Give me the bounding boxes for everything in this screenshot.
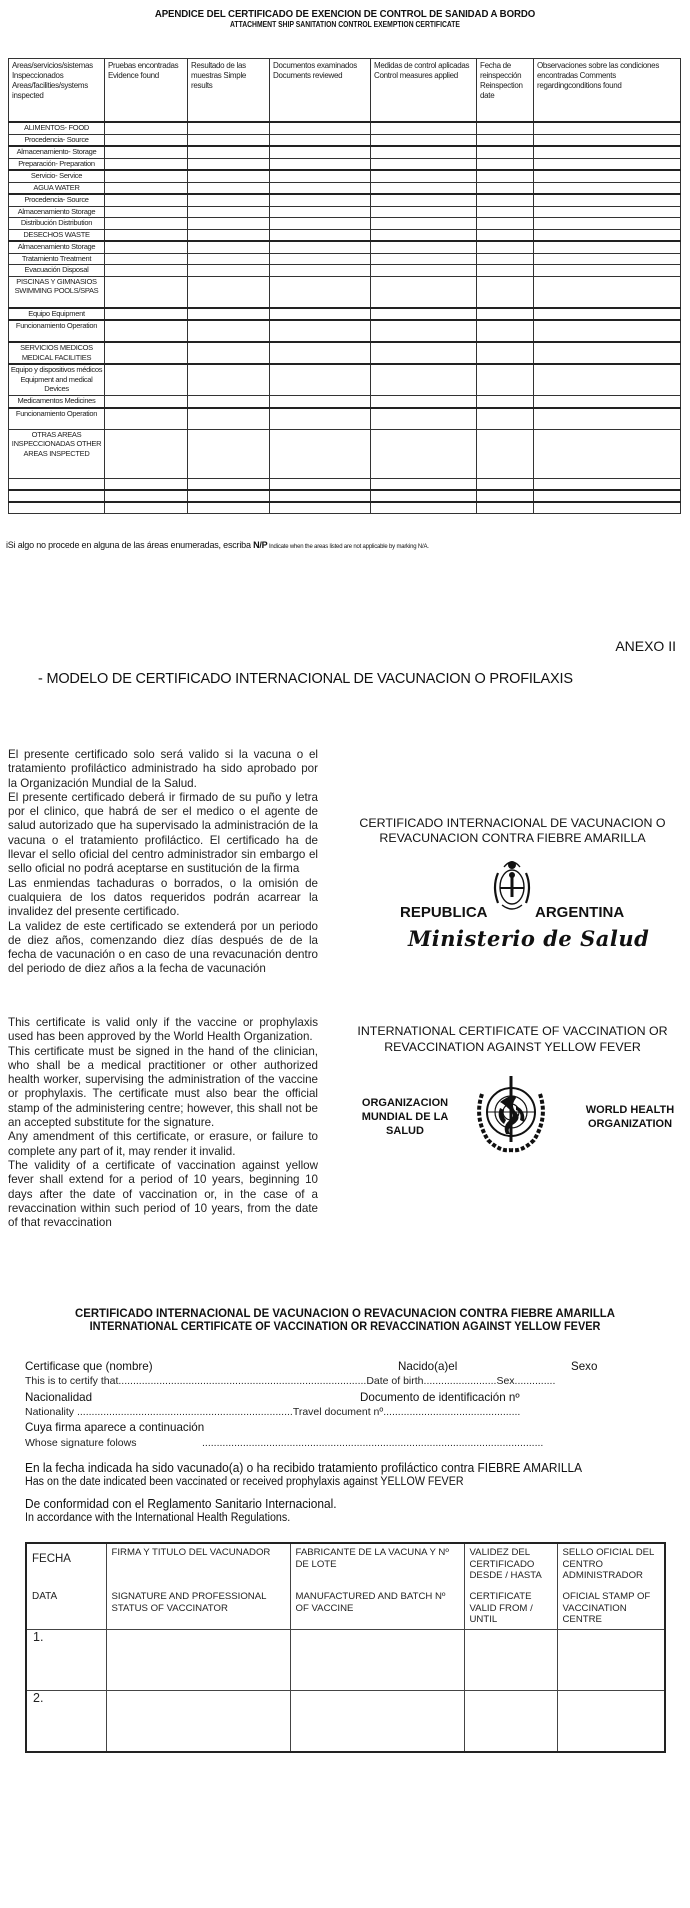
header-spanish: SELLO OFICIAL DEL CENTRO ADMINISTRADOR [562,1547,655,1581]
entry-cell[interactable] [534,478,681,490]
entry-cell[interactable] [105,122,188,134]
cover-title-english: INTERNATIONAL CERTIFICATE OF VACCINATION OR REVACCINATION AGAINST YELLOW FEVER [357,1024,668,1054]
entry-cell[interactable] [371,146,477,158]
stamp-cell[interactable] [557,1691,665,1753]
entry-cell[interactable] [371,265,477,277]
paragraph: The validity of a certificate of vaccination against yellow fever shall extend for a period of 10 years, beginning 10 days after the date of vaccination or, in the case of a revaccination within such period of 10 years, from the date of that revaccination [8,1158,318,1230]
vaccination-statement-english: Has on the date indicated been vaccinated or received prophylaxis against YELLOW FEVER [25,1476,464,1488]
entry-cell[interactable] [534,265,681,277]
entry-cell[interactable] [270,490,371,502]
not-applicable-note [6,540,429,550]
header-spanish: FECHA [32,1553,71,1565]
entry-cell[interactable] [534,320,681,342]
table-row [9,320,681,342]
regulation-statement-english: In accordance with the International Health Regulations. [25,1512,291,1524]
entry-cell[interactable] [105,194,188,206]
table-row [9,146,681,158]
entry-cell[interactable] [371,194,477,206]
table-row [9,265,681,277]
entry-cell[interactable] [270,146,371,158]
manufacturer-cell[interactable] [290,1691,464,1753]
validity-cell[interactable] [464,1630,557,1691]
table-header-row [26,1543,665,1630]
entry-cell[interactable] [534,502,681,514]
entry-cell[interactable] [534,170,681,182]
entry-cell[interactable] [188,396,270,408]
entry-cell[interactable] [270,122,371,134]
entry-cell[interactable] [270,241,371,253]
area-label: Almacenamiento Storage [9,241,105,253]
nationality-field-line[interactable]: Nationality ..........................................................................Travel document nº............................................... [25,1406,521,1418]
column-header-stamp [557,1543,665,1630]
entry-cell[interactable] [188,253,270,265]
entry-cell[interactable] [105,364,188,396]
header-english: OFICIAL STAMP OF VACCINATION CENTRE [562,1591,651,1625]
header-spanish: VALIDEZ DEL CERTIFICADO DESDE / HASTA [469,1547,542,1581]
table-row [9,229,681,241]
entry-cell[interactable] [270,502,371,514]
table-row [9,182,681,194]
area-label: Funcionamiento Operation [9,408,105,430]
entry-cell[interactable] [371,308,477,321]
argentina-coat-of-arms-icon [490,855,534,917]
area-label: Preparación- Preparation [9,158,105,170]
entry-cell[interactable] [270,134,371,146]
entry-cell[interactable] [188,320,270,342]
column-header: Areas/servicios/sistemas Inspeccionados Areas/facilities/systems inspected [9,59,105,123]
area-label: Evacuación Disposal [9,265,105,277]
entry-cell[interactable] [105,490,188,502]
name-field-label: Certificase que (nombre) [25,1360,153,1373]
entry-cell[interactable] [477,218,534,230]
entry-cell[interactable] [270,158,371,170]
entry-cell[interactable] [105,229,188,241]
paragraph: La validez de este certificado se extenderá por un periodo de diez años, comenzando diez días después de de la fecha de vacunación o en caso de una revacunación dentro del periodo de diez años a la fecha de vacunación [8,919,318,976]
entry-cell[interactable] [270,170,371,182]
area-label: Equipo Equipment [9,308,105,321]
area-label: Tratamiento Treatment [9,253,105,265]
column-header-manufacturer [290,1543,464,1630]
area-label: ALIMENTOS- FOOD [9,122,105,134]
entry-cell[interactable] [477,134,534,146]
table-row [9,218,681,230]
entry-cell[interactable] [105,408,188,430]
note-spanish: iSi algo no procede en alguna de las áreas enumeradas, escriba [6,540,254,550]
table-row [9,408,681,430]
entry-cell[interactable] [188,429,270,478]
entry-cell[interactable] [371,158,477,170]
entry-cell[interactable] [188,276,270,308]
table-row [9,429,681,478]
regulation-statement-spanish: De conformidad con el Reglamento Sanitario Internacional. [25,1496,337,1511]
column-header: Fecha de reinspección Reinspection date [477,59,534,123]
entry-cell[interactable] [105,241,188,253]
entry-cell[interactable] [188,502,270,514]
entry-cell[interactable] [477,194,534,206]
entry-cell[interactable] [371,170,477,182]
entry-cell[interactable] [477,276,534,308]
entry-cell[interactable] [534,490,681,502]
entry-cell[interactable] [270,364,371,396]
cover-title-spanish: CERTIFICADO INTERNACIONAL DE VACUNACION O REVACUNACION CONTRA FIEBRE AMARILLA [359,816,666,845]
oms-label: ORGANIZACION MUNDIAL DE LA SALUD [361,1097,449,1137]
spanish-instructions [8,748,318,977]
nationality-label: Nacionalidad [25,1391,93,1404]
entry-cell[interactable] [371,276,477,308]
english-instructions [8,1016,318,1230]
entry-cell[interactable] [188,182,270,194]
entry-cell[interactable] [105,276,188,308]
header-spanish: FABRICANTE DE LA VACUNA Y Nº DE LOTE [295,1547,449,1570]
entry-cell[interactable] [534,253,681,265]
table-row [9,490,681,502]
annex-label: ANEXO II [615,638,676,654]
entry-cell[interactable] [270,253,371,265]
entry-cell[interactable] [477,158,534,170]
entry-cell[interactable] [534,408,681,430]
area-label [9,490,105,502]
entry-cell[interactable] [371,396,477,408]
entry-cell[interactable] [534,122,681,134]
area-label: Almacenamiento Storage [9,206,105,218]
table-row [9,342,681,364]
entry-cell[interactable] [188,478,270,490]
area-label [9,502,105,514]
entry-cell[interactable] [534,146,681,158]
entry-cell[interactable] [105,158,188,170]
paragraph: El presente certificado deberá ir firmado de su puño y letra por el clinico, que habrá de ser el medico o el agente de salud autorizado que ha supervisado la administración de la vacuna o el tratamiento profiláctico. El certificado ha de llevar el sello oficial del centro administrador sin embargo el sello oficial no podrá aceptarse en sustitución de la firma [8,790,318,876]
column-header: Medidas de control aplicadas Control measures applied [371,59,477,123]
entry-cell[interactable] [188,122,270,134]
entry-cell[interactable] [188,265,270,277]
column-header: Observaciones sobre las condiciones encontradas Comments regardingconditions found [534,59,681,123]
entry-cell[interactable] [188,170,270,182]
entry-cell[interactable] [105,320,188,342]
entry-cell[interactable] [534,182,681,194]
entry-cell[interactable] [477,241,534,253]
who-emblem-icon [470,1072,552,1158]
area-label: AGUA WATER [9,182,105,194]
entry-cell[interactable] [477,408,534,430]
column-header-date [26,1543,106,1630]
entry-cell[interactable] [270,265,371,277]
paragraph: Las enmiendas tachaduras o borrados, o la omisión de cualquiera de los datos requeridos podrán acarrear la invalidez del presente certificado. [8,876,318,919]
paragraph: This certificate must be signed in the hand of the clinician, who shall be a medical practitioner or other authorized health worker, supervising the administration of the vaccine or prophylaxis. The certificate must also bear the official stamp of the administering centre; however, this shall not be an accepted substitute for the signature. [8,1044,318,1130]
entry-cell[interactable] [105,253,188,265]
entry-cell[interactable] [477,429,534,478]
entry-cell[interactable] [534,276,681,308]
entry-cell[interactable] [477,502,534,514]
entry-cell[interactable] [371,134,477,146]
area-label: DESECHOS WASTE [9,229,105,241]
entry-cell[interactable] [534,158,681,170]
entry-cell[interactable] [477,396,534,408]
entry-cell[interactable] [270,429,371,478]
entry-cell[interactable] [371,429,477,478]
column-header: Pruebas encontradas Evidence found [105,59,188,123]
area-label: PISCINAS Y GIMNASIOS SWIMMING POOLS/SPAS [9,276,105,308]
republica-label: REPUBLICA [400,904,488,921]
who-label: WORLD HEALTH ORGANIZATION [585,1104,675,1130]
entry-cell[interactable] [477,478,534,490]
table-row [9,308,681,321]
row-number: 1. [26,1630,106,1691]
entry-cell[interactable] [105,265,188,277]
table-row [9,276,681,308]
table-row [9,206,681,218]
entry-cell[interactable] [105,134,188,146]
entry-cell[interactable] [371,206,477,218]
table-row [9,194,681,206]
entry-cell[interactable] [188,490,270,502]
entry-cell[interactable] [371,478,477,490]
entry-cell[interactable] [371,342,477,364]
table-row [9,158,681,170]
signature-cell[interactable] [106,1630,290,1691]
appendix-subtitle: ATTACHMENT SHIP SANITATION CONTROL EXEMPTION CERTIFICATE [230,20,460,29]
certificate-title-english: INTERNATIONAL CERTIFICATE OF VACCINATION OR REVACCINATION AGAINST YELLOW FEVER [89,1321,601,1333]
table-row [9,253,681,265]
table-row [9,241,681,253]
table-row [9,478,681,490]
entry-cell[interactable] [534,429,681,478]
entry-cell[interactable] [270,396,371,408]
entry-cell[interactable] [477,342,534,364]
ministerio-logo-text: Ministerio de Salud [408,926,650,951]
entry-cell[interactable] [371,122,477,134]
entry-cell[interactable] [188,342,270,364]
entry-cell[interactable] [188,134,270,146]
entry-cell[interactable] [371,502,477,514]
entry-cell[interactable] [477,182,534,194]
entry-cell[interactable] [105,478,188,490]
entry-cell[interactable] [477,364,534,396]
signature-cell[interactable] [106,1691,290,1753]
entry-cell[interactable] [270,218,371,230]
header-english: DATA [32,1591,58,1602]
entry-cell[interactable] [534,241,681,253]
entry-cell[interactable] [477,265,534,277]
entry-cell[interactable] [105,146,188,158]
area-label: Funcionamiento Operation [9,320,105,342]
entry-cell[interactable] [105,429,188,478]
entry-cell[interactable] [188,158,270,170]
table-header-row [9,59,681,123]
entry-cell[interactable] [270,276,371,308]
entry-cell[interactable] [270,206,371,218]
entry-cell[interactable] [477,308,534,321]
entry-cell[interactable] [188,408,270,430]
entry-cell[interactable] [477,253,534,265]
entry-cell[interactable] [477,170,534,182]
header-english: CERTIFICATE VALID FROM / UNTIL [469,1591,533,1625]
entry-cell[interactable] [371,320,477,342]
entry-cell[interactable] [188,194,270,206]
entry-cell[interactable] [188,206,270,218]
document-number-label: Documento de identificación nº [360,1391,520,1404]
entry-cell[interactable] [270,408,371,430]
entry-cell[interactable] [371,364,477,396]
entry-cell[interactable] [105,342,188,364]
column-header-validity [464,1543,557,1630]
note-code: N/P [253,540,268,550]
column-header-signature [106,1543,290,1630]
entry-cell[interactable] [188,308,270,321]
table-row [26,1630,665,1691]
entry-cell[interactable] [188,241,270,253]
entry-cell[interactable] [477,229,534,241]
vaccination-table [25,1542,666,1753]
sex-label: Sexo [571,1360,598,1373]
entry-cell[interactable] [188,146,270,158]
entry-cell[interactable] [371,218,477,230]
paragraph: Any amendment of this certificate, or erasure, or failure to complete any part of it, may render it invalid. [8,1130,318,1158]
entry-cell[interactable] [534,194,681,206]
header-spanish: FIRMA Y TITULO DEL VACUNADOR [111,1547,271,1558]
column-header: Resultado de las muestras Simple results [188,59,270,123]
birth-date-label: Nacido(a)el [398,1360,458,1373]
signature-field-line[interactable]: ..................................................................................................................... [202,1437,544,1449]
paragraph: El presente certificado solo será valido si la vacuna o el tratamiento profiláctico administrado ha sido aprobado por la Organización Mundial de la Salud. [8,748,318,790]
entry-cell[interactable] [534,364,681,396]
validity-cell[interactable] [464,1691,557,1753]
row-number: 2. [26,1691,106,1753]
manufacturer-cell[interactable] [290,1630,464,1691]
entry-cell[interactable] [188,364,270,396]
entry-cell[interactable] [105,308,188,321]
header-english: MANUFACTURED AND BATCH Nº OF VACCINE [295,1591,446,1614]
signature-label-english: Whose signature folows [25,1437,137,1449]
area-label: Distribución Distribution [9,218,105,230]
area-label: Procedencia- Source [9,194,105,206]
certificate-title-spanish: CERTIFICADO INTERNACIONAL DE VACUNACION O REVACUNACION CONTRA FIEBRE AMARILLA [74,1306,616,1320]
entry-cell[interactable] [371,408,477,430]
paragraph: This certificate is valid only if the vaccine or prophylaxis used has been approved by the World Health Organization. [8,1016,318,1044]
entry-cell[interactable] [270,229,371,241]
entry-cell[interactable] [477,320,534,342]
entry-cell[interactable] [534,218,681,230]
entry-cell[interactable] [534,229,681,241]
entry-cell[interactable] [188,218,270,230]
table-row [9,502,681,514]
vaccination-statement-spanish: En la fecha indicada ha sido vacunado(a) o ha recibido tratamiento profiláctico contra FIEBRE AMARILLA [25,1460,583,1475]
column-header: Documentos examinados Documents reviewed [270,59,371,123]
entry-cell[interactable] [188,229,270,241]
entry-cell[interactable] [105,502,188,514]
entry-cell[interactable] [270,194,371,206]
entry-cell[interactable] [371,253,477,265]
entry-cell[interactable] [534,308,681,321]
entry-cell[interactable] [270,478,371,490]
entry-cell[interactable] [477,206,534,218]
entry-cell[interactable] [534,342,681,364]
entry-cell[interactable] [371,241,477,253]
table-row [9,396,681,408]
appendix-title: APENDICE DEL CERTIFICADO DE EXENCION DE CONTROL DE SANIDAD A BORDO [154,8,536,20]
entry-cell[interactable] [270,320,371,342]
entry-cell[interactable] [270,182,371,194]
table-row [9,122,681,134]
entry-cell[interactable] [534,396,681,408]
entry-cell[interactable] [105,206,188,218]
stamp-cell[interactable] [557,1630,665,1691]
area-label: Almacenamiento- Storage [9,146,105,158]
entry-cell[interactable] [105,170,188,182]
entry-cell[interactable] [270,308,371,321]
name-field-line[interactable]: This is to certify that.....................................................................................Date of birth.........................Sex.............. [25,1375,556,1387]
table-row [9,364,681,396]
entry-cell[interactable] [534,134,681,146]
area-label: Medicamentos Medicines [9,396,105,408]
signature-label-spanish: Cuya firma aparece a continuación [25,1421,205,1434]
entry-cell[interactable] [105,182,188,194]
area-label: Equipo y dispositivos médicos Equipment and medical Devices [9,364,105,396]
table-row [9,170,681,182]
inspection-table [8,58,681,514]
entry-cell[interactable] [534,206,681,218]
argentina-label: ARGENTINA [535,904,625,921]
annex-title: - MODELO DE CERTIFICADO INTERNACIONAL DE VACUNACION O PROFILAXIS [38,671,573,687]
entry-cell[interactable] [477,122,534,134]
note-english: Indicate when the areas listed are not applicable by marking N/A. [267,544,429,550]
area-label: SERVICIOS MEDICOS MEDICAL FACILITIES [9,342,105,364]
entry-cell[interactable] [371,490,477,502]
entry-cell[interactable] [371,182,477,194]
entry-cell[interactable] [477,146,534,158]
area-label: OTRAS AREAS INSPECCIONADAS OTHER AREAS INSPECTED [9,429,105,478]
area-label: Procedencia- Source [9,134,105,146]
entry-cell[interactable] [105,396,188,408]
table-row [26,1691,665,1753]
area-label: Servicio- Service [9,170,105,182]
entry-cell[interactable] [105,218,188,230]
entry-cell[interactable] [270,342,371,364]
header-english: SIGNATURE AND PROFESSIONAL STATUS OF VACCINATOR [111,1591,267,1614]
entry-cell[interactable] [477,490,534,502]
area-label [9,478,105,490]
entry-cell[interactable] [371,229,477,241]
table-row [9,134,681,146]
